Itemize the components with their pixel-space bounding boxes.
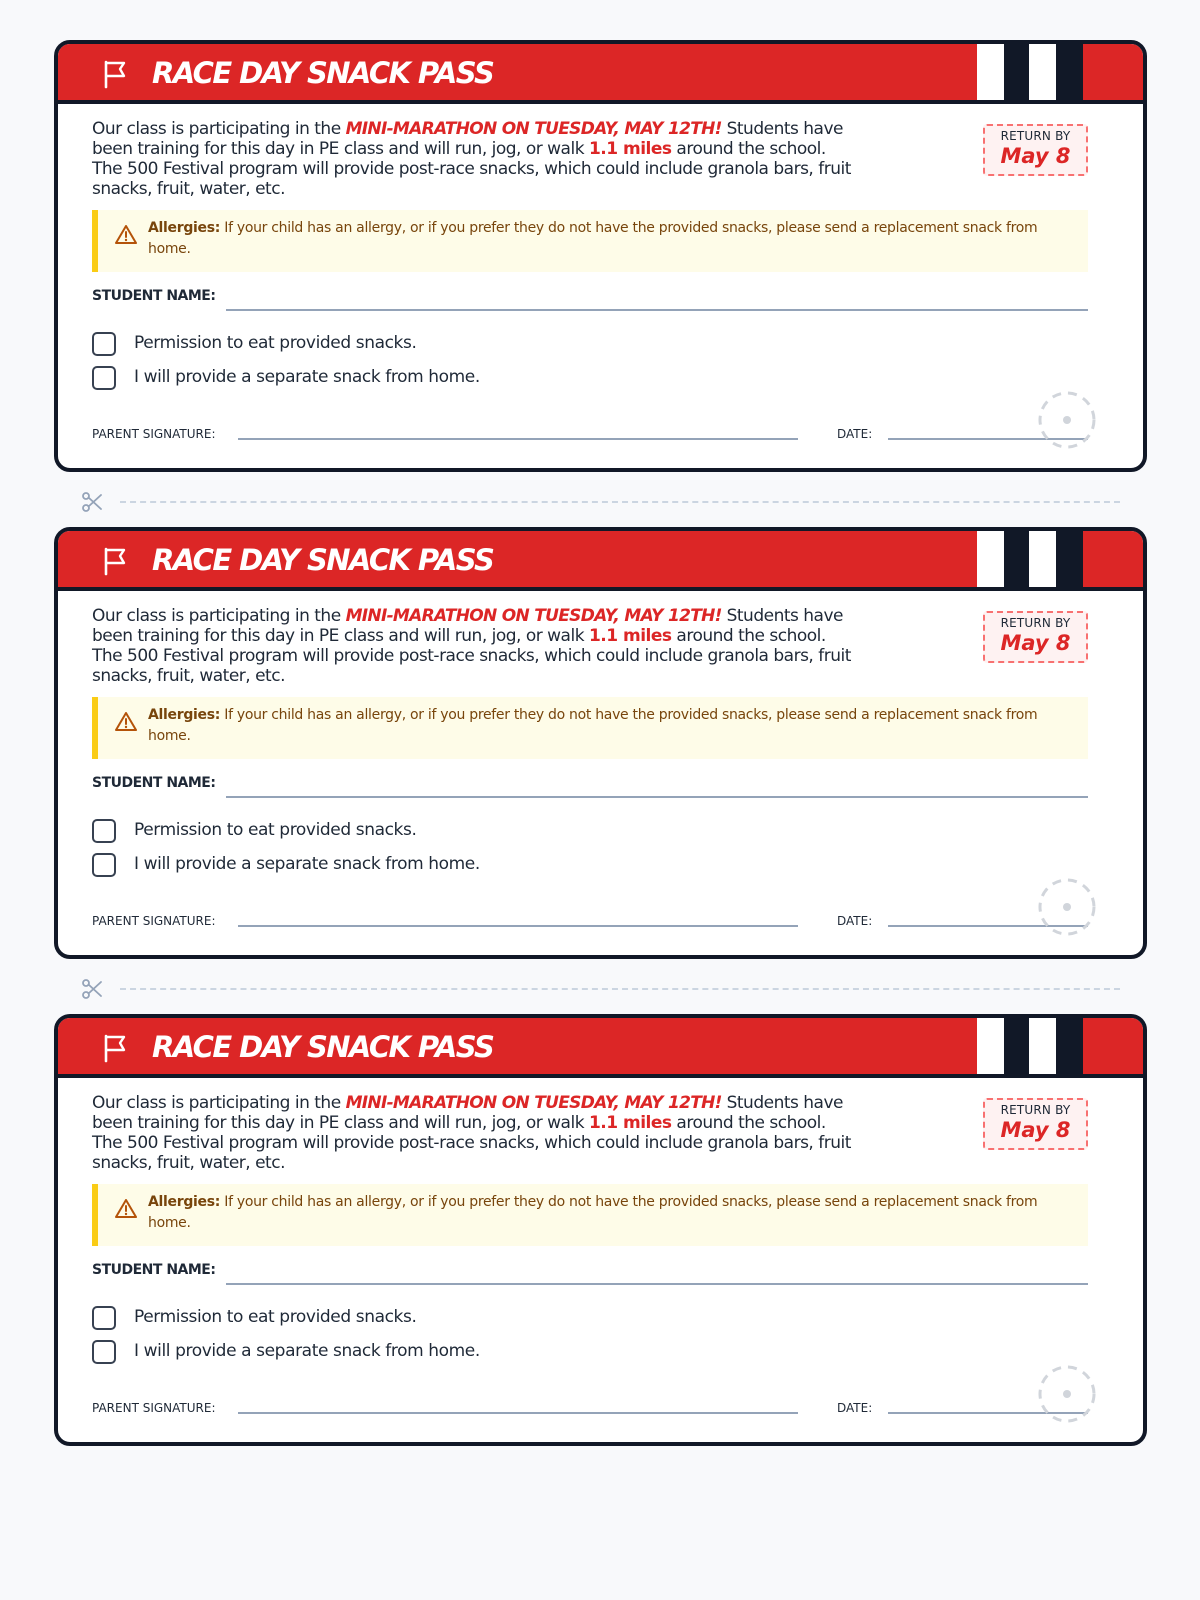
permission-checkbox[interactable] <box>92 332 116 356</box>
date-label: DATE: <box>837 1401 873 1415</box>
cut-dash <box>120 988 1120 990</box>
header-stripe <box>1004 531 1031 587</box>
allergy-text: Allergies: If your child has an allergy, or if you prefer they do not have the provided snacks, please send a replacement snack from home. <box>148 707 1038 744</box>
flag-icon <box>100 546 130 576</box>
stamp-icon <box>1036 876 1098 938</box>
intro-paragraph: Our class is participating in the MINI-MARATHON ON TUESDAY, MAY 12TH! Students have been training for this day in PE class and will run, jog, or walk 1.1 miles around the school. The 500 Festival program will provide post-race snacks, which could include granola bars, fruit snacks, fruit, water, etc. <box>92 1093 851 1173</box>
intro-paragraph: Our class is participating in the MINI-MARATHON ON TUESDAY, MAY 12TH! Students have been training for this day in PE class and will run, jog, or walk 1.1 miles around the school. The 500 Festival program will provide post-race snacks, which could include granola bars, fruit snacks, fruit, water, etc. <box>92 606 851 686</box>
race-date-highlight: MINI-MARATHON ON TUESDAY, MAY 12TH! <box>345 1093 722 1113</box>
header-stripe <box>1029 44 1056 100</box>
allergy-notice <box>92 1184 1088 1246</box>
parent-signature-field[interactable] <box>238 925 798 927</box>
own-snack-checkbox[interactable] <box>92 853 116 877</box>
option-permission <box>92 332 692 358</box>
own-snack-checkbox[interactable] <box>92 1340 116 1364</box>
flag-icon <box>100 1033 130 1063</box>
snack-pass-card <box>54 40 1147 472</box>
card-title: RACE DAY SNACK PASS <box>152 1030 494 1064</box>
distance-highlight: 1.1 miles <box>588 139 672 159</box>
permission-label: Permission to eat provided snacks. <box>134 1307 417 1327</box>
race-date-highlight: MINI-MARATHON ON TUESDAY, MAY 12TH! <box>345 119 722 139</box>
cut-dash <box>120 501 1120 503</box>
card-header <box>58 531 1143 591</box>
card-title: RACE DAY SNACK PASS <box>152 56 494 90</box>
return-by-label: RETURN BY <box>1000 616 1071 630</box>
return-by-label: RETURN BY <box>1000 1103 1071 1117</box>
header-stripe <box>1056 44 1083 100</box>
intro-paragraph: Our class is participating in the MINI-MARATHON ON TUESDAY, MAY 12TH! Students have been training for this day in PE class and will run, jog, or walk 1.1 miles around the school. The 500 Festival program will provide post-race snacks, which could include granola bars, fruit snacks, fruit, water, etc. <box>92 119 851 199</box>
header-stripe <box>1056 1018 1083 1074</box>
date-label: DATE: <box>837 914 873 928</box>
parent-signature-field[interactable] <box>238 438 798 440</box>
student-name-label: STUDENT NAME: <box>92 1262 216 1278</box>
allergy-notice <box>92 697 1088 759</box>
header-stripe <box>1029 531 1056 587</box>
student-name-field[interactable] <box>226 796 1088 798</box>
return-by-badge <box>983 1098 1088 1150</box>
race-date-highlight: MINI-MARATHON ON TUESDAY, MAY 12TH! <box>345 606 722 626</box>
option-permission <box>92 819 692 845</box>
header-stripe <box>1056 531 1083 587</box>
permission-checkbox[interactable] <box>92 819 116 843</box>
allergy-notice <box>92 210 1088 272</box>
warning-icon <box>114 223 138 247</box>
student-name-label: STUDENT NAME: <box>92 775 216 791</box>
option-permission <box>92 1306 692 1332</box>
permission-label: Permission to eat provided snacks. <box>134 820 417 840</box>
header-stripe <box>977 44 1004 100</box>
scissors-icon <box>80 490 104 514</box>
warning-icon <box>114 710 138 734</box>
warning-icon <box>114 1197 138 1221</box>
snack-pass-card <box>54 527 1147 959</box>
snack-pass-card <box>54 1014 1147 1446</box>
parent-signature-label: PARENT SIGNATURE: <box>92 1401 216 1415</box>
return-by-badge <box>983 124 1088 176</box>
return-by-label: RETURN BY <box>1000 129 1071 143</box>
header-stripe <box>977 531 1004 587</box>
header-stripe <box>977 1018 1004 1074</box>
return-by-date: May 8 <box>1000 144 1071 168</box>
parent-signature-field[interactable] <box>238 1412 798 1414</box>
parent-signature-label: PARENT SIGNATURE: <box>92 914 216 928</box>
own-snack-label: I will provide a separate snack from home. <box>134 1341 480 1361</box>
option-own-snack <box>92 853 692 879</box>
card-title: RACE DAY SNACK PASS <box>152 543 494 577</box>
return-by-date: May 8 <box>1000 631 1071 655</box>
allergy-text: Allergies: If your child has an allergy, or if you prefer they do not have the provided snacks, please send a replacement snack from home. <box>148 1194 1038 1231</box>
student-name-field[interactable] <box>226 309 1088 311</box>
student-name-field[interactable] <box>226 1283 1088 1285</box>
date-label: DATE: <box>837 427 873 441</box>
cut-line <box>80 977 1120 1001</box>
cut-line <box>80 490 1120 514</box>
student-name-label: STUDENT NAME: <box>92 288 216 304</box>
own-snack-label: I will provide a separate snack from home. <box>134 367 480 387</box>
header-stripe <box>1004 1018 1031 1074</box>
header-stripe <box>1004 44 1031 100</box>
permission-checkbox[interactable] <box>92 1306 116 1330</box>
allergy-text: Allergies: If your child has an allergy, or if you prefer they do not have the provided snacks, please send a replacement snack from home. <box>148 220 1038 257</box>
distance-highlight: 1.1 miles <box>588 1113 672 1133</box>
card-header <box>58 1018 1143 1078</box>
own-snack-checkbox[interactable] <box>92 366 116 390</box>
permission-label: Permission to eat provided snacks. <box>134 333 417 353</box>
option-own-snack <box>92 366 692 392</box>
stamp-icon <box>1036 389 1098 451</box>
scissors-icon <box>80 977 104 1001</box>
flag-icon <box>100 59 130 89</box>
stamp-icon <box>1036 1363 1098 1425</box>
own-snack-label: I will provide a separate snack from home. <box>134 854 480 874</box>
card-header <box>58 44 1143 104</box>
return-by-badge <box>983 611 1088 663</box>
option-own-snack <box>92 1340 692 1366</box>
header-stripe <box>1029 1018 1056 1074</box>
return-by-date: May 8 <box>1000 1118 1071 1142</box>
parent-signature-label: PARENT SIGNATURE: <box>92 427 216 441</box>
distance-highlight: 1.1 miles <box>588 626 672 646</box>
